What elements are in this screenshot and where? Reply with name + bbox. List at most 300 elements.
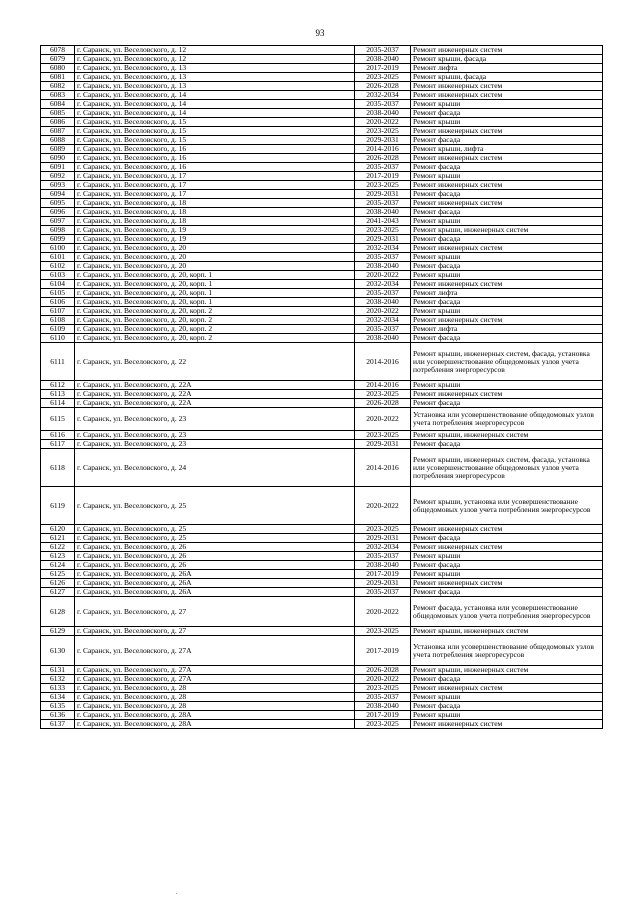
row-period: 2032-2034	[355, 543, 411, 552]
row-work-type: Ремонт инженерных систем	[411, 244, 603, 253]
row-period: 2035-2037	[355, 253, 411, 262]
row-address: г. Саранск, ул. Веселовского, д. 28А	[75, 711, 355, 720]
row-address: г. Саранск, ул. Веселовского, д. 22А	[75, 399, 355, 408]
row-period: 2035-2037	[355, 100, 411, 109]
row-address: г. Саранск, ул. Веселовского, д. 25	[75, 487, 355, 525]
table-row	[41, 163, 603, 172]
row-period: 2038-2040	[355, 702, 411, 711]
row-address: г. Саранск, ул. Веселовского, д. 17	[75, 181, 355, 190]
row-period: 2035-2037	[355, 552, 411, 561]
row-address: г. Саранск, ул. Веселовского, д. 27А	[75, 675, 355, 684]
row-period: 2023-2025	[355, 181, 411, 190]
row-period: 2029-2031	[355, 579, 411, 588]
row-period: 2023-2025	[355, 684, 411, 693]
row-period: 2029-2031	[355, 534, 411, 543]
table-row	[41, 235, 603, 244]
row-number: 6122	[41, 543, 75, 552]
row-work-type: Ремонт крыши	[411, 253, 603, 262]
table-row	[41, 579, 603, 588]
row-address: г. Саранск, ул. Веселовского, д. 14	[75, 109, 355, 118]
row-period: 2017-2019	[355, 172, 411, 181]
row-period: 2026-2028	[355, 154, 411, 163]
row-period: 2038-2040	[355, 208, 411, 217]
row-period: 2017-2019	[355, 636, 411, 666]
table-row	[41, 289, 603, 298]
table-row	[41, 720, 603, 729]
row-address: г. Саранск, ул. Веселовского, д. 15	[75, 127, 355, 136]
table-row	[41, 693, 603, 702]
row-address: г. Саранск, ул. Веселовского, д. 14	[75, 91, 355, 100]
row-work-type: Ремонт крыши	[411, 570, 603, 579]
row-period: 2029-2031	[355, 190, 411, 199]
row-number: 6087	[41, 127, 75, 136]
row-period: 2023-2025	[355, 390, 411, 399]
table-row	[41, 627, 603, 636]
row-period: 2020-2022	[355, 487, 411, 525]
row-work-type: Ремонт лифта	[411, 325, 603, 334]
table-row	[41, 64, 603, 73]
table-row	[41, 199, 603, 208]
row-work-type: Ремонт крыши, фасада	[411, 73, 603, 82]
row-number: 6135	[41, 702, 75, 711]
row-address: г. Саранск, ул. Веселовского, д. 12	[75, 55, 355, 64]
row-period: 2029-2031	[355, 136, 411, 145]
table-row	[41, 118, 603, 127]
table-row	[41, 449, 603, 487]
table-row	[41, 298, 603, 307]
row-number: 6136	[41, 711, 75, 720]
table-row	[41, 408, 603, 431]
row-address: г. Саранск, ул. Веселовского, д. 18	[75, 199, 355, 208]
row-work-type: Ремонт фасада	[411, 136, 603, 145]
row-number: 6082	[41, 82, 75, 91]
row-number: 6106	[41, 298, 75, 307]
row-work-type: Ремонт крыши	[411, 552, 603, 561]
table-row	[41, 253, 603, 262]
row-work-type: Ремонт крыши	[411, 217, 603, 226]
row-number: 6085	[41, 109, 75, 118]
row-period: 2038-2040	[355, 55, 411, 64]
row-number: 6093	[41, 181, 75, 190]
row-work-type: Ремонт крыши, фасада	[411, 55, 603, 64]
row-period: 2038-2040	[355, 334, 411, 343]
row-work-type: Ремонт лифта	[411, 64, 603, 73]
row-address: г. Саранск, ул. Веселовского, д. 27А	[75, 636, 355, 666]
table-row	[41, 570, 603, 579]
row-work-type: Ремонт фасада	[411, 163, 603, 172]
table-row	[41, 154, 603, 163]
row-period: 2026-2028	[355, 399, 411, 408]
row-address: г. Саранск, ул. Веселовского, д. 25	[75, 525, 355, 534]
row-period: 2017-2019	[355, 570, 411, 579]
row-work-type: Ремонт крыши	[411, 271, 603, 280]
row-address: г. Саранск, ул. Веселовского, д. 15	[75, 136, 355, 145]
table-row	[41, 136, 603, 145]
row-work-type: Ремонт фасада	[411, 334, 603, 343]
row-number: 6130	[41, 636, 75, 666]
row-number: 6108	[41, 316, 75, 325]
table-row	[41, 46, 603, 55]
row-number: 6131	[41, 666, 75, 675]
row-number: 6113	[41, 390, 75, 399]
row-period: 2035-2037	[355, 199, 411, 208]
row-number: 6078	[41, 46, 75, 55]
row-work-type: Ремонт инженерных систем	[411, 543, 603, 552]
row-period: 2014-2016	[355, 343, 411, 381]
row-work-type: Ремонт фасада	[411, 702, 603, 711]
row-period: 2023-2025	[355, 720, 411, 729]
row-address: г. Саранск, ул. Веселовского, д. 20	[75, 253, 355, 262]
row-address: г. Саранск, ул. Веселовского, д. 20, корп. 1	[75, 298, 355, 307]
row-number: 6115	[41, 408, 75, 431]
row-work-type: Ремонт фасада	[411, 675, 603, 684]
row-work-type: Ремонт фасада	[411, 534, 603, 543]
table-row	[41, 525, 603, 534]
row-address: г. Саранск, ул. Веселовского, д. 18	[75, 217, 355, 226]
table-row	[41, 316, 603, 325]
row-number: 6124	[41, 561, 75, 570]
row-number: 6112	[41, 381, 75, 390]
row-number: 6129	[41, 627, 75, 636]
row-work-type: Ремонт инженерных систем	[411, 684, 603, 693]
row-work-type: Ремонт крыши, установка или усовершенствование общедомовых узлов учета потребления энергоресурсов	[411, 487, 603, 525]
table-row	[41, 675, 603, 684]
row-address: г. Саранск, ул. Веселовского, д. 26	[75, 552, 355, 561]
row-work-type: Ремонт инженерных систем	[411, 316, 603, 325]
row-address: г. Саранск, ул. Веселовского, д. 13	[75, 73, 355, 82]
row-period: 2020-2022	[355, 408, 411, 431]
table-row	[41, 307, 603, 316]
row-number: 6094	[41, 190, 75, 199]
row-address: г. Саранск, ул. Веселовского, д. 22	[75, 343, 355, 381]
table-row	[41, 334, 603, 343]
row-work-type: Ремонт фасада, установка или усовершенствование общедомовых узлов учета потребления энергоресурсов	[411, 597, 603, 627]
row-address: г. Саранск, ул. Веселовского, д. 20, корп. 2	[75, 325, 355, 334]
row-address: г. Саранск, ул. Веселовского, д. 16	[75, 145, 355, 154]
row-work-type: Ремонт фасада	[411, 298, 603, 307]
row-address: г. Саранск, ул. Веселовского, д. 14	[75, 100, 355, 109]
table-row	[41, 588, 603, 597]
table-row	[41, 190, 603, 199]
table-row	[41, 343, 603, 381]
row-period: 2023-2025	[355, 127, 411, 136]
row-address: г. Саранск, ул. Веселовского, д. 17	[75, 172, 355, 181]
row-number: 6096	[41, 208, 75, 217]
row-address: г. Саранск, ул. Веселовского, д. 20, корп. 1	[75, 280, 355, 289]
row-address: г. Саранск, ул. Веселовского, д. 19	[75, 226, 355, 235]
table-row	[41, 280, 603, 289]
row-number: 6111	[41, 343, 75, 381]
row-work-type: Ремонт крыши, инженерных систем	[411, 627, 603, 636]
row-address: г. Саранск, ул. Веселовского, д. 20, корп. 2	[75, 307, 355, 316]
row-period: 2014-2016	[355, 145, 411, 154]
row-period: 2035-2037	[355, 46, 411, 55]
row-number: 6095	[41, 199, 75, 208]
row-address: г. Саранск, ул. Веселовского, д. 20, корп. 1	[75, 289, 355, 298]
row-number: 6127	[41, 588, 75, 597]
row-work-type: Ремонт лифта	[411, 289, 603, 298]
row-work-type: Ремонт крыши	[411, 172, 603, 181]
row-work-type: Ремонт крыши	[411, 118, 603, 127]
row-work-type: Ремонт фасада	[411, 208, 603, 217]
row-period: 2023-2025	[355, 226, 411, 235]
row-number: 6137	[41, 720, 75, 729]
row-number: 6119	[41, 487, 75, 525]
row-number: 6126	[41, 579, 75, 588]
row-period: 2014-2016	[355, 449, 411, 487]
table-row	[41, 127, 603, 136]
row-work-type: Ремонт инженерных систем	[411, 181, 603, 190]
row-address: г. Саранск, ул. Веселовского, д. 26	[75, 561, 355, 570]
row-number: 6083	[41, 91, 75, 100]
row-number: 6088	[41, 136, 75, 145]
row-address: г. Саранск, ул. Веселовского, д. 24	[75, 449, 355, 487]
table-row	[41, 399, 603, 408]
table-row	[41, 244, 603, 253]
row-work-type: Ремонт фасада	[411, 109, 603, 118]
row-work-type: Ремонт инженерных систем	[411, 199, 603, 208]
row-work-type: Установка или усовершенствование общедомовых узлов учета потребления энергоресурсов	[411, 408, 603, 431]
table-row	[41, 100, 603, 109]
table-row	[41, 226, 603, 235]
row-number: 6079	[41, 55, 75, 64]
row-period: 2020-2022	[355, 271, 411, 280]
table-row	[41, 666, 603, 675]
row-period: 2017-2019	[355, 64, 411, 73]
row-period: 2035-2037	[355, 163, 411, 172]
row-work-type: Ремонт инженерных систем	[411, 720, 603, 729]
row-period: 2038-2040	[355, 298, 411, 307]
row-address: г. Саранск, ул. Веселовского, д. 22А	[75, 390, 355, 399]
row-address: г. Саранск, ул. Веселовского, д. 17	[75, 190, 355, 199]
row-work-type: Ремонт крыши	[411, 381, 603, 390]
row-work-type: Ремонт крыши, инженерных систем	[411, 431, 603, 440]
row-number: 6086	[41, 118, 75, 127]
row-work-type: Ремонт крыши	[411, 711, 603, 720]
row-work-type: Ремонт фасада	[411, 235, 603, 244]
row-work-type: Ремонт крыши, инженерных систем	[411, 666, 603, 675]
row-address: г. Саранск, ул. Веселовского, д. 27	[75, 627, 355, 636]
row-work-type: Ремонт инженерных систем	[411, 82, 603, 91]
table-row	[41, 217, 603, 226]
row-number: 6105	[41, 289, 75, 298]
row-work-type: Ремонт инженерных систем	[411, 390, 603, 399]
row-number: 6102	[41, 262, 75, 271]
row-work-type: Ремонт фасада	[411, 561, 603, 570]
row-address: г. Саранск, ул. Веселовского, д. 26А	[75, 579, 355, 588]
row-number: 6084	[41, 100, 75, 109]
table-row	[41, 597, 603, 627]
row-address: г. Саранск, ул. Веселовского, д. 28	[75, 702, 355, 711]
row-work-type: Ремонт фасада	[411, 440, 603, 449]
row-address: г. Саранск, ул. Веселовского, д. 16	[75, 154, 355, 163]
row-work-type: Ремонт фасада	[411, 262, 603, 271]
row-work-type: Ремонт фасада	[411, 399, 603, 408]
row-work-type: Ремонт инженерных систем	[411, 127, 603, 136]
row-work-type: Ремонт крыши, инженерных систем	[411, 226, 603, 235]
table-row	[41, 561, 603, 570]
row-number: 6103	[41, 271, 75, 280]
row-address: г. Саранск, ул. Веселовского, д. 13	[75, 82, 355, 91]
row-number: 6120	[41, 525, 75, 534]
row-address: г. Саранск, ул. Веселовского, д. 15	[75, 118, 355, 127]
row-address: г. Саранск, ул. Веселовского, д. 12	[75, 46, 355, 55]
row-period: 2032-2034	[355, 316, 411, 325]
table-row	[41, 702, 603, 711]
row-period: 2035-2037	[355, 325, 411, 334]
row-work-type: Ремонт крыши, инженерных систем, фасада, установка или усовершенствование общедомовых узлов учета потребления энергоресурсов	[411, 343, 603, 381]
table-row	[41, 543, 603, 552]
row-period: 2032-2034	[355, 280, 411, 289]
table-row	[41, 711, 603, 720]
row-address: г. Саранск, ул. Веселовского, д. 26А	[75, 570, 355, 579]
row-address: г. Саранск, ул. Веселовского, д. 26А	[75, 588, 355, 597]
row-work-type: Ремонт крыши	[411, 693, 603, 702]
row-work-type: Ремонт инженерных систем	[411, 91, 603, 100]
row-number: 6080	[41, 64, 75, 73]
row-period: 2023-2025	[355, 431, 411, 440]
row-address: г. Саранск, ул. Веселовского, д. 23	[75, 431, 355, 440]
footer-mark: .	[176, 890, 178, 896]
row-number: 6117	[41, 440, 75, 449]
row-period: 2038-2040	[355, 262, 411, 271]
row-number: 6099	[41, 235, 75, 244]
row-address: г. Саранск, ул. Веселовского, д. 18	[75, 208, 355, 217]
table-row	[41, 440, 603, 449]
table-row	[41, 636, 603, 666]
row-period: 2023-2025	[355, 627, 411, 636]
row-number: 6098	[41, 226, 75, 235]
row-address: г. Саранск, ул. Веселовского, д. 20, корп. 2	[75, 334, 355, 343]
row-number: 6090	[41, 154, 75, 163]
row-number: 6114	[41, 399, 75, 408]
table-row	[41, 262, 603, 271]
row-work-type: Ремонт фасада	[411, 588, 603, 597]
row-number: 6109	[41, 325, 75, 334]
row-work-type: Ремонт инженерных систем	[411, 280, 603, 289]
row-number: 6133	[41, 684, 75, 693]
row-work-type: Ремонт крыши	[411, 100, 603, 109]
row-address: г. Саранск, ул. Веселовского, д. 23	[75, 440, 355, 449]
row-address: г. Саранск, ул. Веселовского, д. 22А	[75, 381, 355, 390]
row-number: 6134	[41, 693, 75, 702]
table-row	[41, 73, 603, 82]
table-row	[41, 82, 603, 91]
row-period: 2038-2040	[355, 561, 411, 570]
page-number: 93	[315, 28, 325, 38]
row-period: 2026-2028	[355, 82, 411, 91]
row-number: 6107	[41, 307, 75, 316]
table-row	[41, 534, 603, 543]
row-work-type: Ремонт инженерных систем	[411, 525, 603, 534]
row-period: 2026-2028	[355, 666, 411, 675]
row-period: 2023-2025	[355, 73, 411, 82]
table-row	[41, 325, 603, 334]
row-address: г. Саранск, ул. Веселовского, д. 25	[75, 534, 355, 543]
row-address: г. Саранск, ул. Веселовского, д. 16	[75, 163, 355, 172]
row-period: 2029-2031	[355, 235, 411, 244]
row-number: 6089	[41, 145, 75, 154]
row-address: г. Саранск, ул. Веселовского, д. 13	[75, 64, 355, 73]
row-number: 6123	[41, 552, 75, 561]
row-number: 6110	[41, 334, 75, 343]
table-row	[41, 381, 603, 390]
row-number: 6118	[41, 449, 75, 487]
row-number: 6132	[41, 675, 75, 684]
row-address: г. Саранск, ул. Веселовского, д. 27А	[75, 666, 355, 675]
row-address: г. Саранск, ул. Веселовского, д. 28	[75, 684, 355, 693]
row-address: г. Саранск, ул. Веселовского, д. 20, корп. 2	[75, 316, 355, 325]
row-period: 2038-2040	[355, 109, 411, 118]
table-row	[41, 684, 603, 693]
row-period: 2020-2022	[355, 118, 411, 127]
row-number: 6092	[41, 172, 75, 181]
row-work-type: Ремонт крыши, инженерных систем, фасада, установка или усовершенствование общедомовых узлов учета потребления энергоресурсов	[411, 449, 603, 487]
row-period: 2032-2034	[355, 91, 411, 100]
row-period: 2041-2043	[355, 217, 411, 226]
row-work-type: Ремонт крыши	[411, 307, 603, 316]
row-number: 6116	[41, 431, 75, 440]
row-address: г. Саранск, ул. Веселовского, д. 20, корп. 1	[75, 271, 355, 280]
row-address: г. Саранск, ул. Веселовского, д. 27	[75, 597, 355, 627]
row-number: 6091	[41, 163, 75, 172]
row-period: 2029-2031	[355, 440, 411, 449]
table-row	[41, 552, 603, 561]
row-number: 6081	[41, 73, 75, 82]
row-work-type: Ремонт инженерных систем	[411, 154, 603, 163]
row-address: г. Саранск, ул. Веселовского, д. 19	[75, 235, 355, 244]
row-address: г. Саранск, ул. Веселовского, д. 23	[75, 408, 355, 431]
row-period: 2035-2037	[355, 588, 411, 597]
row-period: 2032-2034	[355, 244, 411, 253]
table-row	[41, 487, 603, 525]
table-row	[41, 431, 603, 440]
table-row	[41, 172, 603, 181]
table-row	[41, 145, 603, 154]
row-work-type: Ремонт инженерных систем	[411, 579, 603, 588]
row-work-type: Установка или усовершенствование общедомовых узлов учета потребления энергоресурсов	[411, 636, 603, 666]
row-period: 2035-2037	[355, 693, 411, 702]
row-number: 6125	[41, 570, 75, 579]
row-number: 6097	[41, 217, 75, 226]
row-number: 6101	[41, 253, 75, 262]
row-work-type: Ремонт крыши, лифта	[411, 145, 603, 154]
row-period: 2020-2022	[355, 307, 411, 316]
row-address: г. Саранск, ул. Веселовского, д. 20	[75, 244, 355, 253]
table-row	[41, 55, 603, 64]
row-number: 6104	[41, 280, 75, 289]
table-row	[41, 271, 603, 280]
row-number: 6121	[41, 534, 75, 543]
table-row	[41, 109, 603, 118]
row-work-type: Ремонт инженерных систем	[411, 46, 603, 55]
row-period: 2035-2037	[355, 289, 411, 298]
row-address: г. Саранск, ул. Веселовского, д. 28	[75, 693, 355, 702]
row-address: г. Саранск, ул. Веселовского, д. 28А	[75, 720, 355, 729]
row-period: 2014-2016	[355, 381, 411, 390]
table-row	[41, 390, 603, 399]
table-row	[41, 91, 603, 100]
row-period: 2017-2019	[355, 711, 411, 720]
row-number: 6128	[41, 597, 75, 627]
row-address: г. Саранск, ул. Веселовского, д. 20	[75, 262, 355, 271]
table-row	[41, 208, 603, 217]
repair-schedule-table	[40, 45, 603, 729]
row-work-type: Ремонт фасада	[411, 190, 603, 199]
row-period: 2020-2022	[355, 597, 411, 627]
row-number: 6100	[41, 244, 75, 253]
row-period: 2023-2025	[355, 525, 411, 534]
